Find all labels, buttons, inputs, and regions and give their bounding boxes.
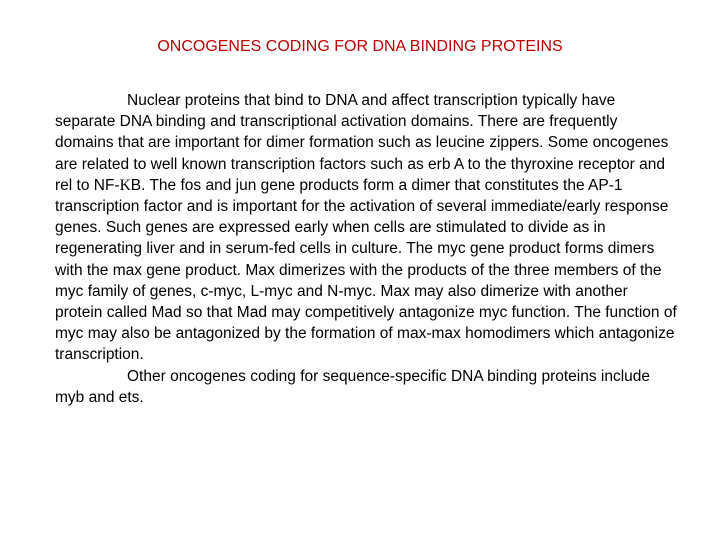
body-text <box>55 90 677 408</box>
paragraph-2: Other oncogenes coding for sequence-specific DNA binding proteins include myb and ets. <box>55 367 651 406</box>
paragraph-1-part-2: B. The fos and jun gene products form a dimer that constitutes the AP-1 transcription factor and is important for the activation of several immediate/early response genes. Such genes are expressed early when cells are stimulated to divide as in regenerating liver and in serum-fed cells in culture. The myc gene product forms dimers with the max gene product. Max dimerizes with the products of the three members of the myc family of genes, c-myc, L-myc and N-myc. Max may also dimerize with another protein called Mad so that Mad may competitively antagonize myc function. The function of myc may also be antagonized by the formation of max-max homodimers which antagonize transcription. <box>55 176 677 364</box>
kappa-symbol: K <box>119 176 131 194</box>
paragraph-1-part-1: Nuclear proteins that bind to DNA and affect transcription typically have separate DNA binding and transcriptional activation domains. There are frequently domains that are important for dimer formation such as leucine zippers. Some oncogenes are related to well known transcription factors such as erb A to the thyroxine receptor and rel to NF- <box>55 92 669 194</box>
paragraph-1 <box>55 90 677 366</box>
page-title: ONCOGENES CODING FOR DNA BINDING PROTEINS <box>157 38 563 55</box>
